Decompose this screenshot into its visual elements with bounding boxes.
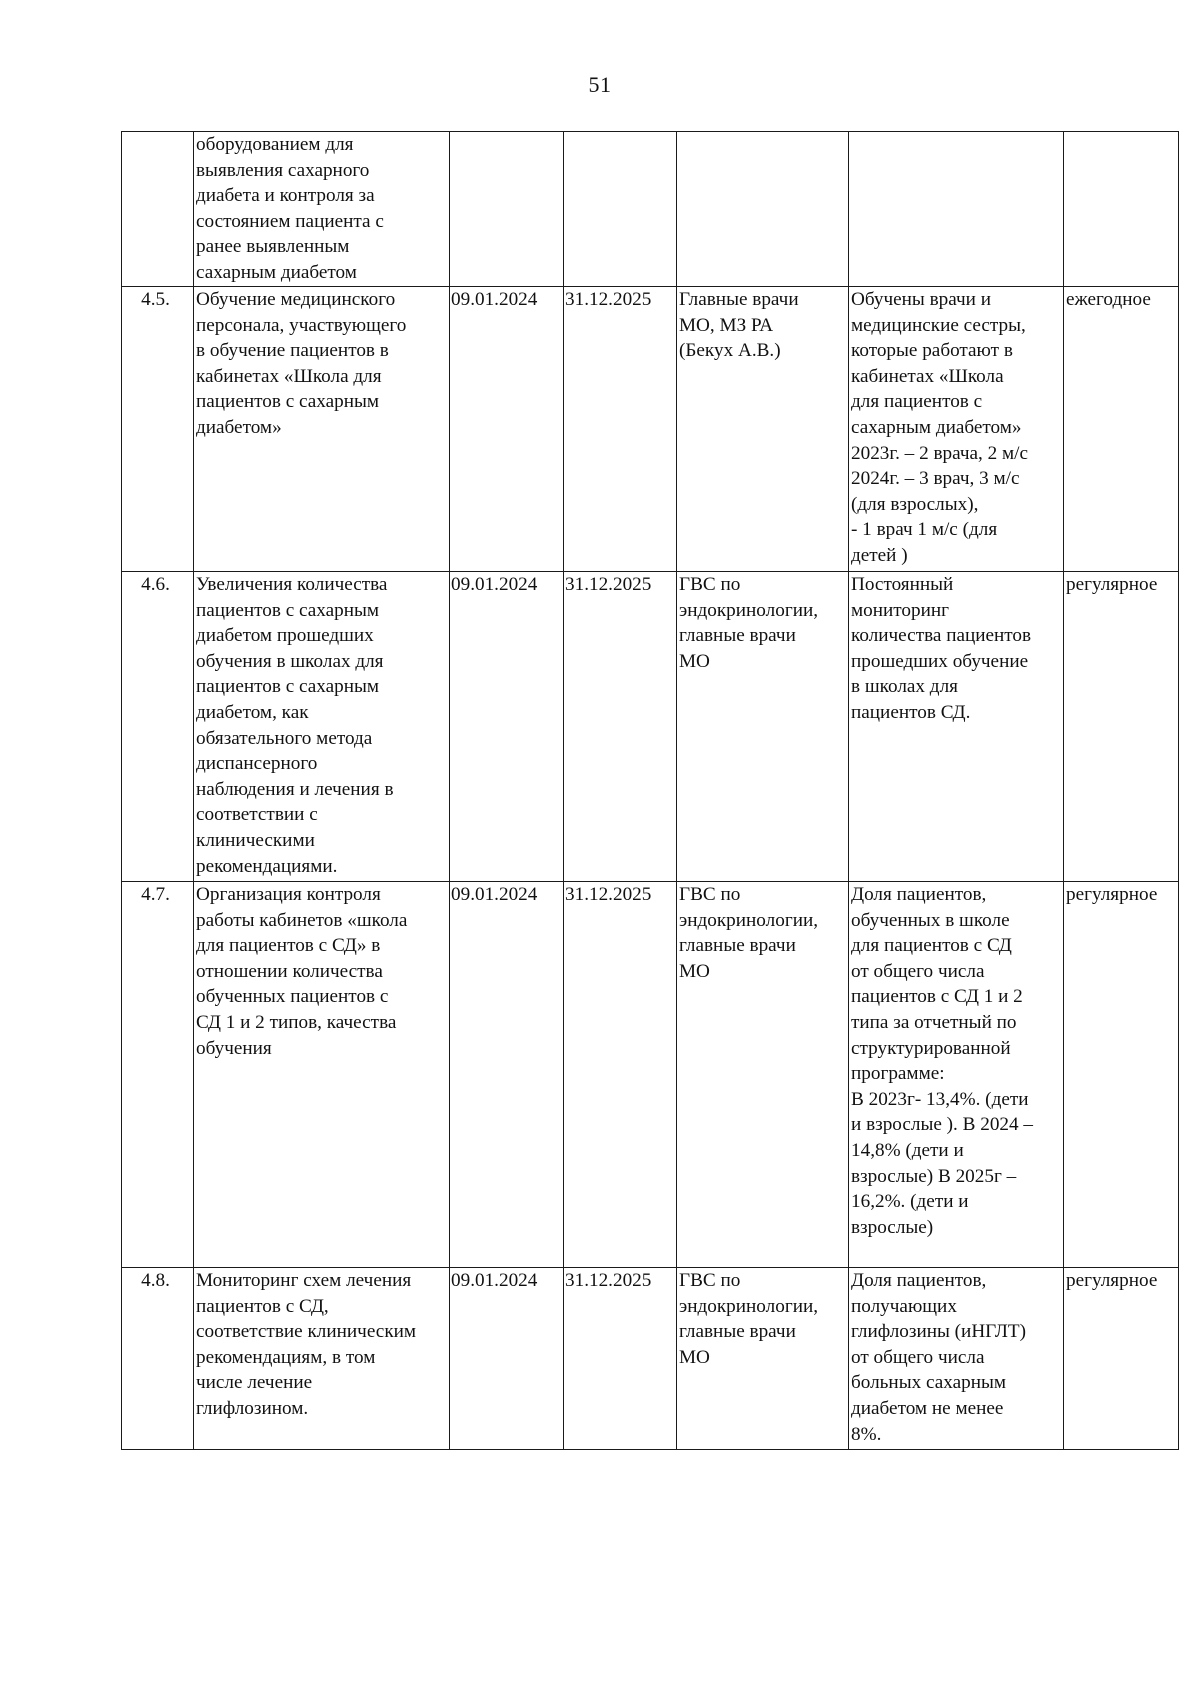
frequency-cell (1064, 132, 1179, 287)
row-number: 4.5. (122, 287, 194, 572)
end-date-cell: 31.12.2025 (564, 1268, 677, 1450)
frequency-cell: ежегодное (1064, 287, 1179, 572)
result-cell: Постоянный мониторинг количества пациентов прошедших обучение в школах для пациентов СД. (849, 572, 1064, 882)
activity-cell: Увеличения количества пациентов с сахарным диабетом прошедших обучения в школах для пациентов с сахарным диабетом, как обязательного метода диспансерного наблюдения и лечения в соответствии с клиническими рекомендациями. (194, 572, 450, 882)
row-number (122, 132, 194, 287)
activity-cell: Мониторинг схем лечения пациентов с СД, соответствие клиническим рекомендациям, в том числе лечение глифлозином. (194, 1268, 450, 1450)
frequency-cell: регулярное (1064, 572, 1179, 882)
start-date-cell: 09.01.2024 (450, 572, 564, 882)
row-number: 4.6. (122, 572, 194, 882)
responsible-cell: ГВС по эндокринологии, главные врачи МО (677, 882, 849, 1268)
table-row (122, 287, 1179, 572)
activities-table (121, 131, 1179, 1450)
start-date-cell: 09.01.2024 (450, 882, 564, 1268)
activity-cell: Организация контроля работы кабинетов «школа для пациентов с СД» в отношении количества обученных пациентов с СД 1 и 2 типов, качества обучения (194, 882, 450, 1268)
result-cell: Обучены врачи и медицинские сестры, которые работают в кабинетах «Школа для пациентов с сахарным диабетом» 2023г. – 2 врача, 2 м/с 2024г. – 3 врач, 3 м/с (для взрослых), - 1 врач 1 м/с (для детей ) (849, 287, 1064, 572)
result-cell: Доля пациентов, получающих глифлозины (иНГЛТ) от общего числа больных сахарным диабетом не менее 8%. (849, 1268, 1064, 1450)
responsible-cell: ГВС по эндокринологии, главные врачи МО (677, 1268, 849, 1450)
end-date-cell (564, 132, 677, 287)
frequency-cell: регулярное (1064, 1268, 1179, 1450)
row-number: 4.8. (122, 1268, 194, 1450)
table-row (122, 132, 1179, 287)
frequency-cell: регулярное (1064, 882, 1179, 1268)
end-date-cell: 31.12.2025 (564, 572, 677, 882)
result-cell: Доля пациентов, обученных в школе для пациентов с СД от общего числа пациентов с СД 1 и 2 типа за отчетный по структурированной программе: В 2023г- 13,4%. (дети и взрослые ). В 2024 – 14,8% (дети и взрослые) В 2025г – 16,2%. (дети и взрослые) (849, 882, 1064, 1268)
table-row (122, 1268, 1179, 1450)
responsible-cell: ГВС по эндокринологии, главные врачи МО (677, 572, 849, 882)
end-date-cell: 31.12.2025 (564, 287, 677, 572)
result-cell (849, 132, 1064, 287)
activity-cell: Обучение медицинского персонала, участвующего в обучение пациентов в кабинетах «Школа для пациентов с сахарным диабетом» (194, 287, 450, 572)
start-date-cell: 09.01.2024 (450, 287, 564, 572)
row-number: 4.7. (122, 882, 194, 1268)
start-date-cell: 09.01.2024 (450, 1268, 564, 1450)
table-row (122, 572, 1179, 882)
end-date-cell: 31.12.2025 (564, 882, 677, 1268)
table-row (122, 882, 1179, 1268)
activity-cell: оборудованием для выявления сахарного диабета и контроля за состоянием пациента с ранее выявленным сахарным диабетом (194, 132, 450, 287)
responsible-cell: Главные врачи МО, МЗ РА (Бекух А.В.) (677, 287, 849, 572)
responsible-cell (677, 132, 849, 287)
start-date-cell (450, 132, 564, 287)
page-number: 51 (588, 72, 612, 97)
